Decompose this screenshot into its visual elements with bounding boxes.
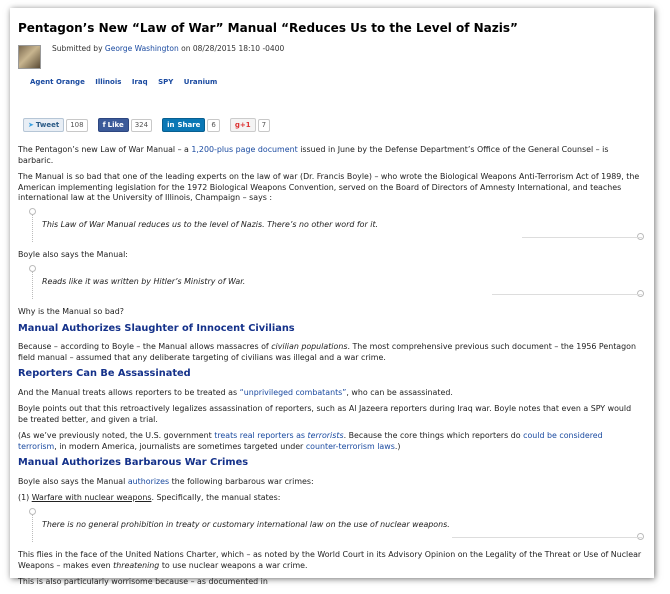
text: The Pentagon’s new Law of War Manual – a (18, 145, 192, 154)
authorizes-link[interactable]: authorizes (127, 476, 170, 486)
text: Boyle also says the Manual (18, 476, 128, 486)
facebook-like-button[interactable] (98, 118, 129, 132)
paragraph: The Manual is so bad that one of the leading experts on the law of war (Dr. Francis Boyle) – who wrote the Biological Weapons Anti-Terrorism Act of 1989, the American implementing legislation for the 1972 Biological Weapons Convention, served on the Board of Directors of Amnesty International, and teaches international law at the University of Illinois, Champaign – says : (18, 172, 640, 202)
blockquote (32, 510, 642, 543)
emphasis: civilian populations (271, 342, 348, 351)
paragraph (18, 388, 642, 399)
paragraph (18, 550, 642, 571)
paragraph (18, 342, 642, 363)
linkedin-icon: in (167, 121, 175, 129)
paragraph: This is also particularly worrisome because – as documented in (18, 577, 268, 586)
reporters-terrorists-link[interactable] (214, 431, 343, 440)
tag-link[interactable]: Iraq (131, 78, 148, 86)
tag-list (30, 78, 225, 86)
quote-text: Reads like it was written by Hitler’s Ministry of War. (42, 276, 246, 286)
article-body (18, 145, 642, 594)
quote-text: There is no general prohibition in treaty or customary international law on the use of nuclear weapons. (42, 519, 450, 529)
paragraph: Boyle points out that this retroactively legalizes assassination of reporters, such as Al Jazeera reporters during Iraq war. Boyle notes that even a SPY would be treated better, and given a trial. (18, 404, 632, 424)
section-heading: Manual Authorizes Barbarous War Crimes (18, 457, 249, 468)
share-label: Share (177, 121, 201, 129)
facebook-icon: f (102, 121, 106, 129)
link-text: treats real reporters as (214, 431, 308, 440)
unprivileged-combatants-link[interactable]: “unprivileged combatants” (239, 387, 347, 397)
submitted-prefix: Submitted by (52, 44, 103, 53)
text: .) (394, 441, 401, 451)
article-frame (10, 8, 654, 586)
paragraph (18, 493, 642, 504)
text: . Because the core things which reporters do (343, 431, 524, 440)
share-count: 6 (207, 119, 219, 132)
text: (1) (18, 493, 32, 502)
linkedin-share-button[interactable] (162, 118, 205, 132)
paragraph (18, 431, 642, 452)
text: issued in June by the Defense Department’s Office of the General Counsel – is barbaric. (18, 145, 609, 165)
article-title: Pentagon’s New “Law of War” Manual “Reduces Us to the Level of Nazis” (18, 21, 518, 35)
tag-link[interactable]: Uranium (183, 78, 218, 86)
date-prefix: on (181, 44, 191, 53)
post-date: 08/28/2015 18:10 -0400 (192, 44, 285, 53)
twitter-bird-icon: ➤ (28, 121, 34, 129)
google-plus-button[interactable]: g+1 (230, 118, 256, 132)
byline (52, 44, 284, 53)
text: the following barbarous war crimes: (169, 476, 314, 486)
manual-document-link[interactable]: 1,200-plus page document (191, 145, 298, 154)
text: to use nuclear weapons a war crime. (159, 560, 308, 570)
tag-link[interactable]: SPY (158, 78, 174, 86)
paragraph (18, 477, 642, 488)
text: And the Manual treats allows reporters to be treated as (18, 387, 240, 397)
paragraph (18, 145, 642, 166)
gplus-count: 7 (258, 119, 270, 132)
tweet-label: Tweet (35, 121, 60, 129)
link-text-emphasis: terrorists (307, 431, 344, 440)
section-heading: Manual Authorizes Slaughter of Innocent Civilians (18, 322, 295, 334)
text: . Specifically, the manual states: (151, 493, 281, 502)
author-avatar[interactable] (18, 45, 41, 69)
tag-link[interactable]: Illinois (95, 78, 122, 86)
tweet-button[interactable] (23, 118, 64, 132)
considered-terrorism-link[interactable]: could be considered terrorism (18, 431, 603, 451)
author-link[interactable]: George Washington (104, 44, 179, 53)
text: , in modern America, journalists are sometimes targeted under (54, 441, 306, 451)
like-count: 324 (131, 119, 152, 132)
text: Because – according to Boyle – the Manual allows massacres of (18, 342, 272, 351)
share-bar (23, 118, 280, 132)
paragraph: Boyle also says the Manual: (18, 250, 128, 259)
counter-terrorism-laws-link[interactable]: counter-terrorism laws (305, 441, 395, 451)
paragraph: Why is the Manual so bad? (18, 307, 124, 316)
blockquote (32, 267, 642, 300)
blockquote (32, 210, 642, 243)
text: This flies in the face of the United Nations Charter, which – as noted by the World Court in its Advisory Opinion on the Legality of the Threat or Use of Nuclear Weapons – makes even (18, 550, 642, 570)
nuclear-warfare-link[interactable]: Warfare with nuclear weapons (31, 493, 152, 502)
text: . The most comprehensive previous such document – the 1956 Pentagon field manual – assumed that any deliberate targeting of civilians was illegal and a war crime. (18, 342, 636, 362)
text: , who can be assassinated. (346, 387, 453, 397)
quote-text: This Law of War Manual reduces us to the level of Nazis. There’s no other word for it. (42, 219, 379, 229)
tag-link[interactable]: Agent Orange (30, 78, 85, 86)
like-label: Like (107, 121, 124, 129)
section-heading: Reporters Can Be Assassinated (18, 368, 191, 379)
emphasis: threatening (113, 560, 160, 570)
text: (As we’ve previously noted, the U.S. government (18, 431, 215, 440)
tweet-count: 108 (66, 119, 87, 132)
